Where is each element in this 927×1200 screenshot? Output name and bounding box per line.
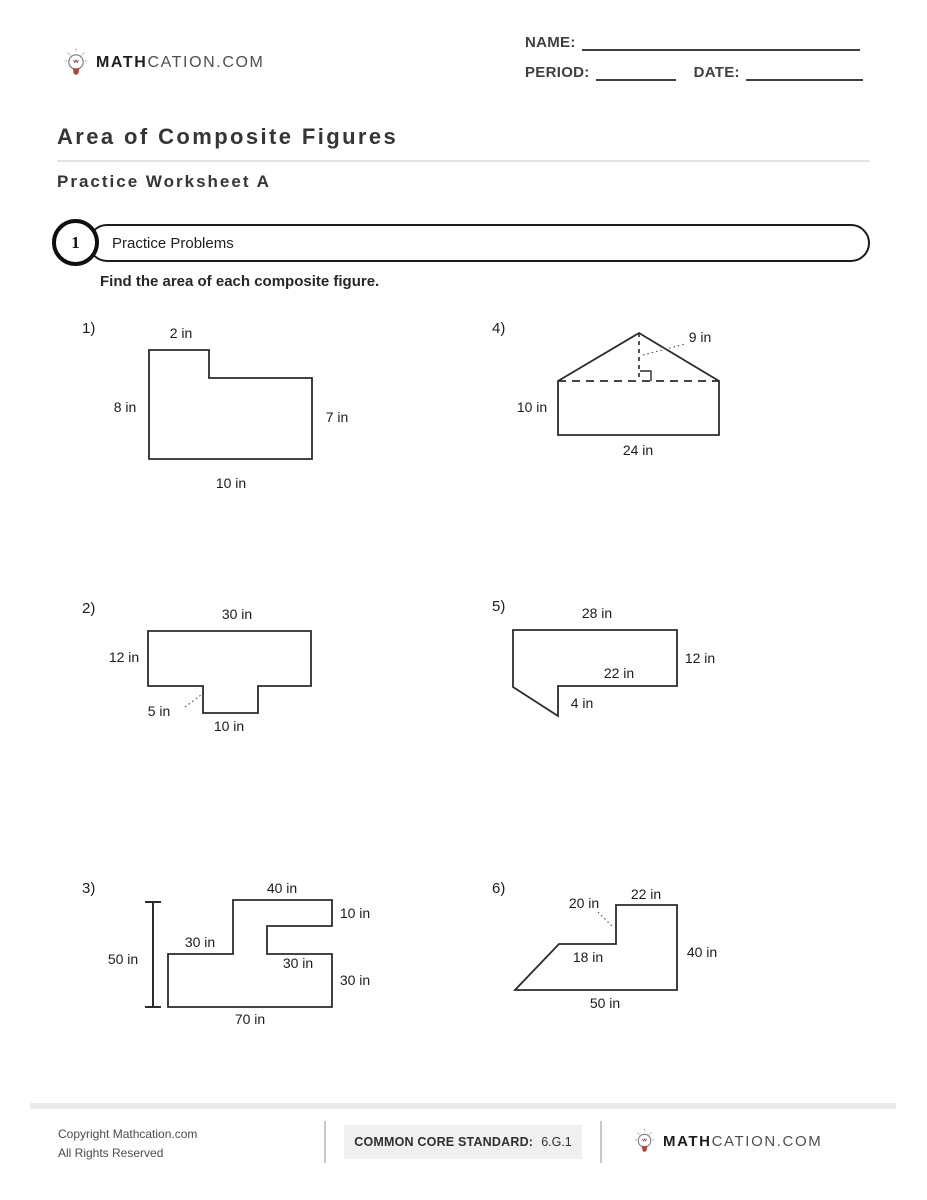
- p4-label-slant: 9 in: [688, 329, 712, 345]
- problem-3: [78, 872, 418, 1047]
- p2-label-tab-left: 5 in: [147, 703, 171, 719]
- logo-wordmark: [96, 54, 264, 72]
- section-number: 1: [71, 232, 80, 252]
- p3-label-notch-bottom: 30 in: [282, 955, 314, 971]
- common-core-value: 6.G.1: [541, 1135, 572, 1149]
- p1-label-bottom: 10 in: [215, 475, 247, 491]
- footer-divider-bar: [30, 1103, 896, 1109]
- date-label: DATE:: [693, 64, 740, 81]
- p6-label-bottom: 50 in: [589, 995, 621, 1011]
- p1-label-right: 7 in: [325, 409, 349, 425]
- p5-label-notch: 4 in: [570, 695, 594, 711]
- name-row: [525, 34, 875, 51]
- problem-4: [488, 315, 818, 505]
- common-core-label: COMMON CORE STANDARD:: [354, 1135, 534, 1149]
- period-date-row: [525, 64, 875, 81]
- logo-bold: MATH: [96, 54, 148, 71]
- p3-label-top: 40 in: [266, 880, 298, 896]
- p6-label-right: 40 in: [686, 944, 718, 960]
- p2-label-tab-bottom: 10 in: [213, 718, 245, 734]
- lightbulb-icon: [64, 48, 88, 78]
- p6-label-upper-left: 20 in: [568, 895, 600, 911]
- problem-1-diagram: [78, 315, 408, 505]
- footer-logo-wordmark: [663, 1133, 822, 1150]
- problem-3-number: 3): [82, 880, 96, 897]
- problem-2-number: 2): [82, 600, 96, 617]
- problem-1-number: 1): [82, 320, 96, 337]
- footer-mathcation-logo: [634, 1128, 822, 1155]
- p2-leader-line: [185, 695, 201, 707]
- mathcation-logo: [64, 48, 264, 78]
- page-title: Area of Composite Figures: [57, 124, 399, 149]
- copyright-line1: Copyright Mathcation.com: [58, 1127, 198, 1141]
- p1-label-top: 2 in: [169, 325, 193, 341]
- section-heading: Practice Problems: [112, 234, 234, 252]
- p3-height-measure-line: [145, 902, 161, 1007]
- problem-5-number: 5): [492, 598, 506, 615]
- date-blank-line: [746, 65, 863, 81]
- problem-4-number: 4): [492, 320, 506, 337]
- p4-right-angle-mark: [640, 371, 651, 381]
- section-banner: [88, 224, 870, 262]
- worksheet-subtitle: Practice Worksheet A: [57, 172, 271, 191]
- section-number-badge: [52, 219, 99, 266]
- p3-label-right-bottom: 30 in: [339, 972, 371, 988]
- p4-shape: [558, 333, 719, 435]
- p6-shape: [515, 905, 677, 990]
- problem-2-diagram: [78, 593, 408, 753]
- name-label: NAME:: [525, 34, 576, 51]
- p3-label-bottom: 70 in: [234, 1011, 266, 1027]
- p4-label-left: 10 in: [516, 399, 548, 415]
- problem-6-diagram: [488, 872, 818, 1047]
- footer-logo-rest: CATION.COM: [711, 1133, 823, 1150]
- p6-leader-line: [598, 912, 613, 927]
- copyright-line2: All Rights Reserved: [58, 1146, 164, 1161]
- problem-2: [78, 593, 408, 753]
- p6-label-middle: 18 in: [572, 949, 604, 965]
- p3-shape: [168, 900, 332, 1007]
- problem-5-diagram: [488, 593, 818, 753]
- problem-4-diagram: [488, 315, 818, 505]
- footer-divider-right: [600, 1121, 602, 1163]
- p3-label-step-left: 30 in: [184, 934, 216, 950]
- p5-label-inner: 22 in: [603, 665, 635, 681]
- p2-label-top: 30 in: [221, 606, 253, 622]
- p4-leader-line: [643, 344, 685, 355]
- p5-shape: [513, 630, 677, 716]
- logo-rest: CATION.COM: [147, 54, 265, 71]
- footer-divider-left: [324, 1121, 326, 1163]
- copyright-text: [58, 1125, 197, 1163]
- p3-label-right-top: 10 in: [339, 905, 371, 921]
- p1-label-left: 8 in: [113, 399, 137, 415]
- p3-label-total-height: 50 in: [107, 951, 139, 967]
- p4-label-bottom: 24 in: [622, 442, 654, 458]
- problem-1: [78, 315, 408, 505]
- p6-label-top: 22 in: [630, 886, 662, 902]
- footer-logo-bold: MATH: [663, 1133, 712, 1150]
- name-blank-line: [582, 35, 860, 51]
- p2-label-left: 12 in: [108, 649, 140, 665]
- p5-label-right: 12 in: [684, 650, 716, 666]
- student-info-fields: [525, 34, 875, 94]
- problem-3-diagram: [78, 872, 418, 1047]
- problem-5: [488, 593, 818, 753]
- footer-lightbulb-icon: [634, 1128, 655, 1155]
- p5-label-top: 28 in: [581, 605, 613, 621]
- instruction-text: Find the area of each composite figure.: [100, 273, 380, 290]
- p1-shape: [149, 350, 312, 459]
- common-core-box: [344, 1125, 582, 1159]
- problem-6: [488, 872, 818, 1047]
- problem-6-number: 6): [492, 880, 506, 897]
- period-blank-line: [596, 65, 676, 81]
- period-label: PERIOD:: [525, 64, 590, 81]
- p2-shape: [148, 631, 311, 713]
- title-divider: [57, 160, 870, 162]
